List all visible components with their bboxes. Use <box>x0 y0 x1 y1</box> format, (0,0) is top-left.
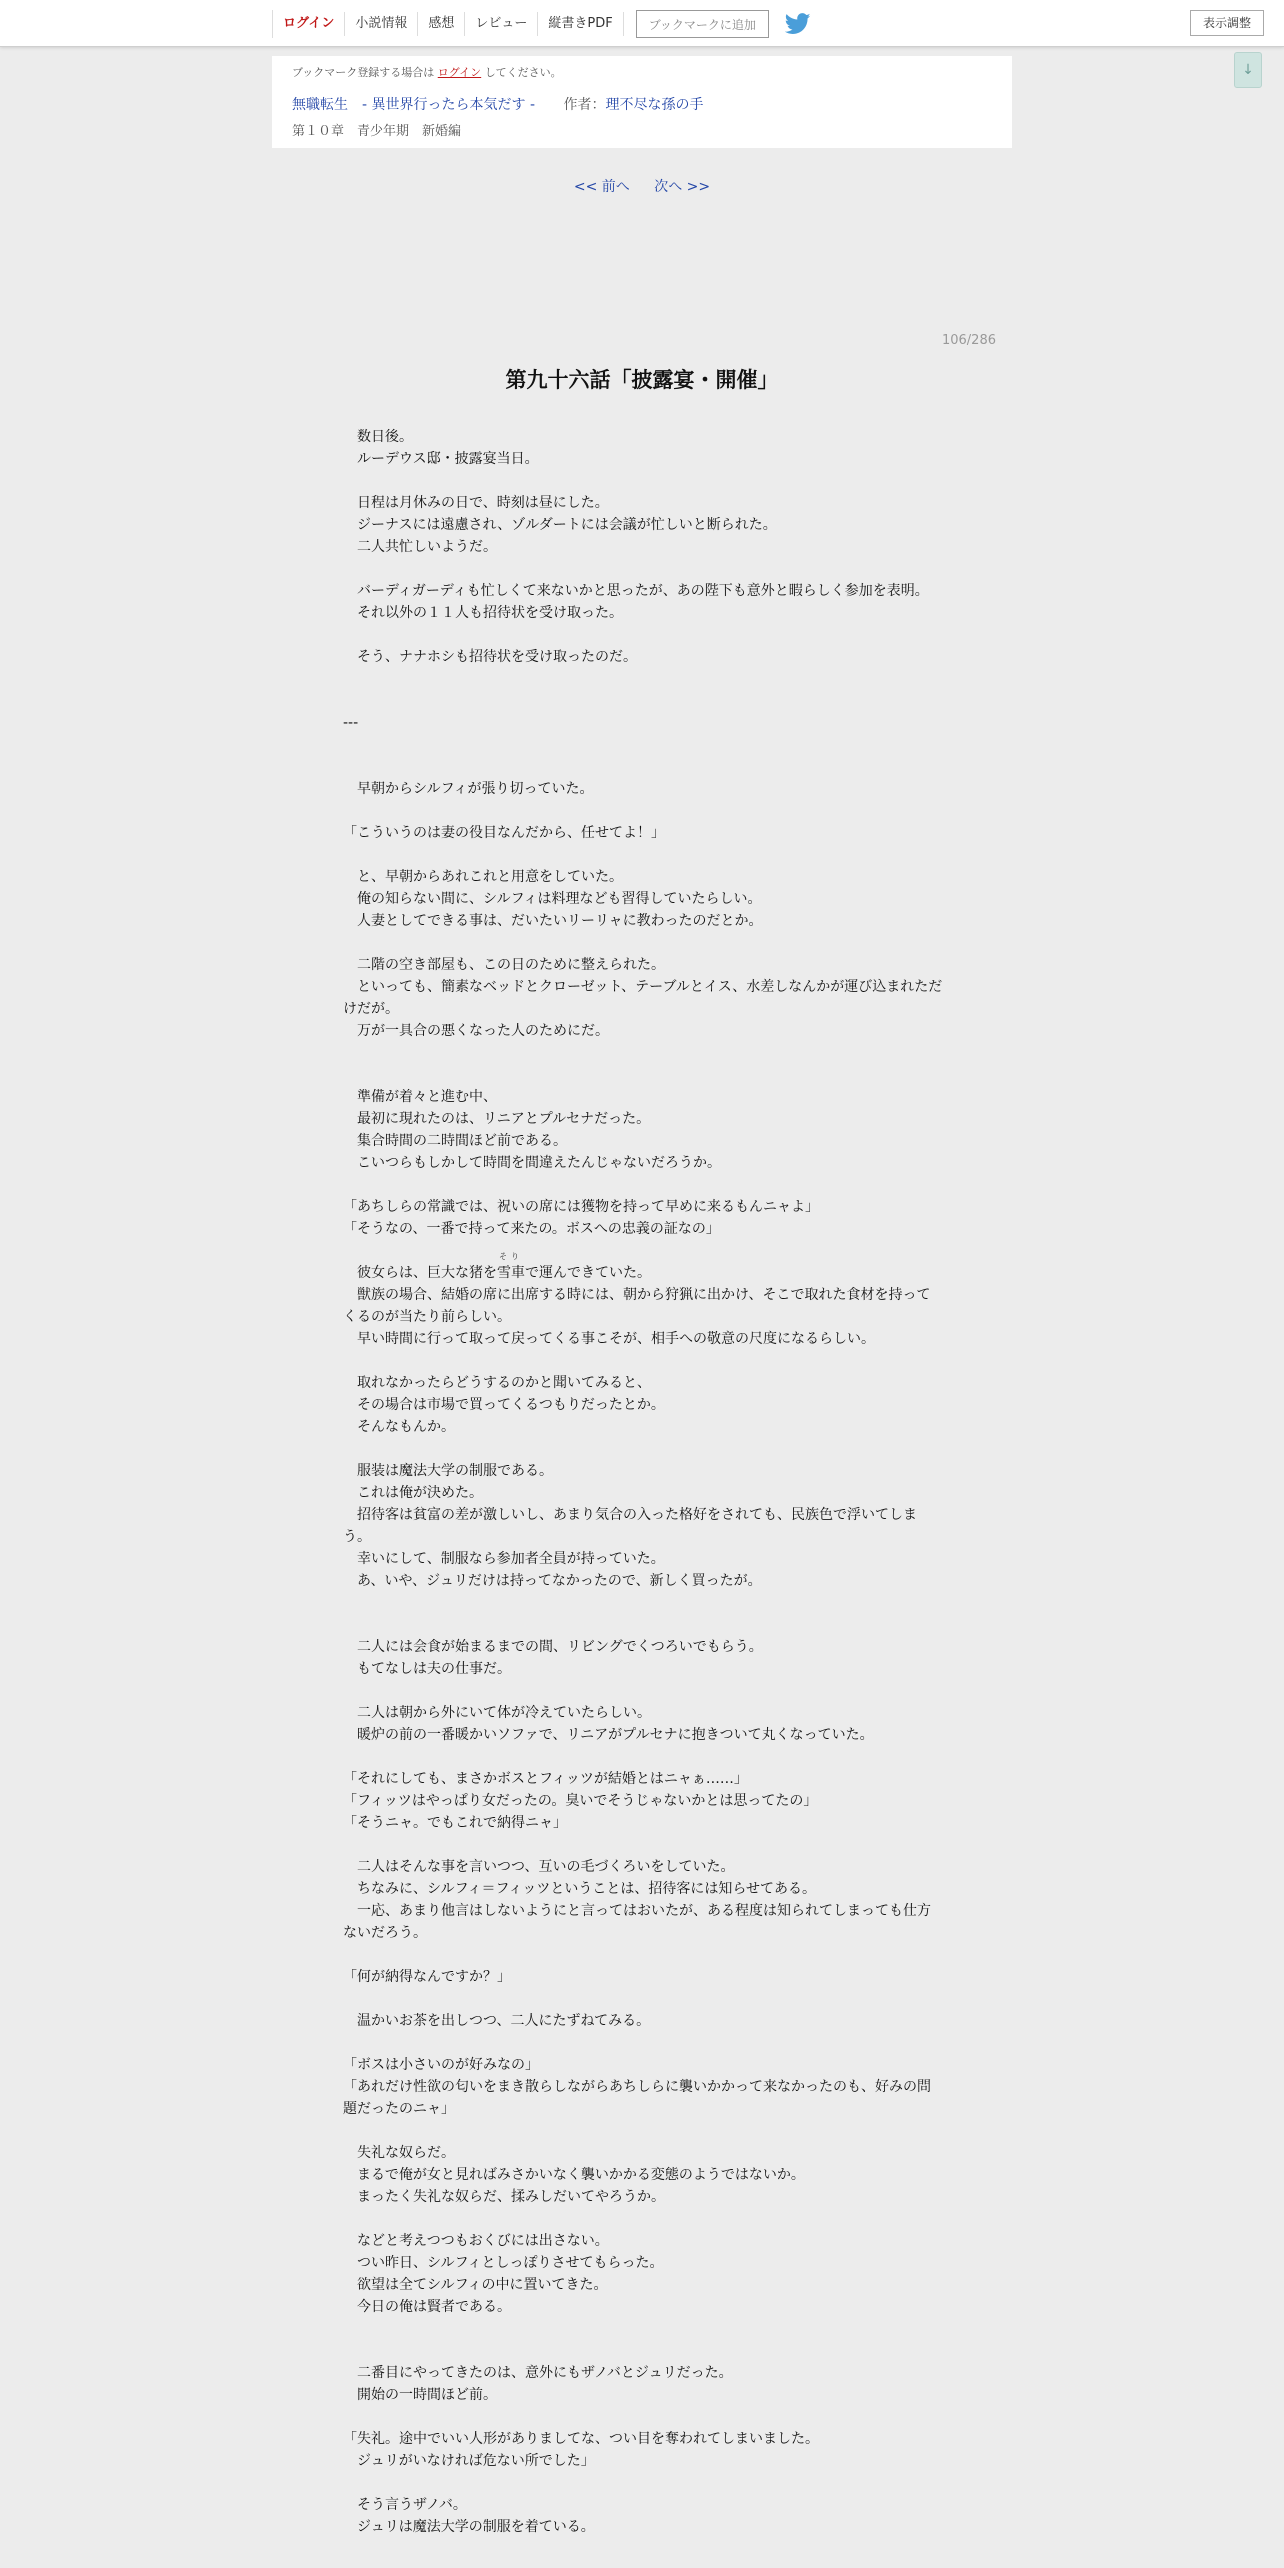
novel-line <box>343 1350 943 1372</box>
novel-line: といっても、簡素なベッドとクローゼット、テーブルとイス、水差しなんかが運び込まれただけだが。 <box>343 979 943 1017</box>
novel-line: 今日の俺は賢者である。 <box>343 2299 511 2315</box>
novel-line <box>343 2340 943 2362</box>
novel-line: 温かいお茶を出しつつ、二人にたずねてみる。 <box>343 2013 651 2029</box>
review-link[interactable]: レビュー <box>465 12 538 36</box>
novel-line: 二人には会食が始まるまでの間、リビングでくつろいでもらう。 <box>343 1639 763 1655</box>
novel-line <box>343 470 943 492</box>
novel-line: 「何が納得なんですか？」 <box>343 1969 511 1985</box>
novel-line: まったく失礼な奴らだ、揉みしだいてやろうか。 <box>343 2189 665 2205</box>
novel-line: 人妻としてできる事は、だいたいリーリャに教わったのだとか。 <box>343 913 763 929</box>
scroll-down-button[interactable]: ↓ <box>1234 52 1262 88</box>
novel-line <box>343 558 943 580</box>
novel-line <box>343 624 943 646</box>
novel-line: 一応、あまり他言はしないようにと言ってはおいたが、ある程度は知られてしまっても仕方ないだろう。 <box>343 1903 931 1941</box>
novel-line: 「あれだけ性欲の匂いをまき散らしながらあちしらに襲いかかって来なかったのも、好みの問題だったのニャ」 <box>343 2079 931 2117</box>
novel-line <box>343 1680 943 1702</box>
novel-line: と、早朝からあれこれと用意をしていた。 <box>343 869 623 885</box>
novel-line: 集合時間の二時間ほど前である。 <box>343 1133 567 1149</box>
novel-line: 「失礼。途中でいい人形がありましてな、つい目を奪われてしまいました。 <box>343 2431 819 2447</box>
novel-line <box>343 1438 943 1460</box>
novel-line <box>343 2472 943 2494</box>
novel-line: 招待客は貧富の差が激しいし、あまり気合の入った格好をされても、民族色で浮いてしまう。 <box>343 1507 917 1545</box>
novel-line: 「そうなの、一番で持って来たの。ボスへの忠義の証なの」 <box>343 1221 720 1237</box>
author-link[interactable]: 理不尽な孫の手 <box>605 97 704 113</box>
novel-line <box>343 1240 943 1262</box>
novel-line: ジュリがいなければ危ない所でした」 <box>343 2453 595 2469</box>
novel-line: もてなしは夫の仕事だ。 <box>343 1661 511 1677</box>
novel-line: まるで俺が女と見ればみさかいなく襲いかかる変態のようではないか。 <box>343 2167 805 2183</box>
novel-line: 早朝からシルフィが張り切っていた。 <box>343 781 594 797</box>
novel-line <box>343 1834 943 1856</box>
novel-line <box>343 690 943 712</box>
novel-line <box>343 2406 943 2428</box>
ruby-annotation: そり 雪車 <box>497 1252 525 1281</box>
impressions-link[interactable]: 感想 <box>418 12 465 36</box>
bookmark-note <box>292 64 992 80</box>
novel-line: 「あちしらの常識では、祝いの席には獲物を持って早めに来るもんニャよ」 <box>343 1199 819 1215</box>
novel-line: 日程は月休みの日で、時刻は昼にした。 <box>343 495 609 511</box>
episode-title: 第九十六話「披露宴・開催」 <box>505 368 779 392</box>
novel-line <box>343 800 943 822</box>
novel-line: 早い時間に行って取って戻ってくる事こそが、相手への敬意の尺度になるらしい。 <box>343 1331 875 1347</box>
novel-line <box>343 1174 943 1196</box>
top-nav-bar <box>0 0 1284 47</box>
prev-link[interactable]: << 前へ <box>573 179 630 195</box>
title-row <box>292 94 992 114</box>
novel-header <box>272 56 1012 148</box>
novel-line: ジーナスには遠慮され、ゾルダートには会議が忙しいと断られた。 <box>343 517 777 533</box>
novel-line <box>343 668 943 690</box>
novel-line <box>343 2318 943 2340</box>
novel-line <box>343 1064 943 1086</box>
novel-line: これは俺が決めた。 <box>343 1485 483 1501</box>
add-bookmark-button[interactable]: ブックマークに追加 <box>636 10 769 38</box>
novel-line: 彼女らは、巨大な猪を そり 雪車で運んできていた。 <box>343 1252 651 1281</box>
novel-line: などと考えつつもおくびには出さない。 <box>343 2233 609 2249</box>
novel-line: 最初に現れたのは、リニアとプルセナだった。 <box>343 1111 651 1127</box>
novel-line: ちなみに、シルフィ＝フィッツということは、招待客には知らせてある。 <box>343 1881 816 1897</box>
page-counter: 106/286 <box>941 333 996 348</box>
novel-line: そんなもんか。 <box>343 1419 455 1435</box>
bookmark-note-pre: ブックマーク登録する場合は <box>292 66 435 79</box>
novel-line: 服装は魔法大学の制服である。 <box>343 1463 553 1479</box>
novel-line <box>343 1042 943 1064</box>
next-link[interactable]: 次へ >> <box>654 179 711 195</box>
novel-line: そう言うザノバ。 <box>343 2497 467 2513</box>
novel-line: その場合は市場で買ってくるつもりだったとか。 <box>343 1397 665 1413</box>
novel-line: 「フィッツはやっぱり女だったの。臭いでそうじゃないかとは思ってたの」 <box>343 1793 818 1809</box>
novel-line: 失礼な奴らだ。 <box>343 2145 455 2161</box>
novel-line: 獣族の場合、結婚の席に出席する時には、朝から狩猟に出かけ、そこで取れた食材を持ってくるのが当たり前らしい。 <box>343 1287 931 1325</box>
novel-line: 二人はそんな事を言いつつ、互いの毛づくろいをしていた。 <box>343 1859 735 1875</box>
novel-line <box>343 1944 943 1966</box>
novel-line: 欲望は全てシルフィの中に置いてきた。 <box>343 2277 608 2293</box>
novel-line <box>343 2120 943 2142</box>
bookmark-note-post: してください。 <box>484 66 562 79</box>
novel-line: 万が一具合の悪くなった人のためにだ。 <box>343 1023 609 1039</box>
novel-line: 「そうニャ。でもこれで納得ニャ」 <box>343 1815 567 1831</box>
novel-line: 二番目にやってきたのは、意外にもザノバとジュリだった。 <box>343 2365 733 2381</box>
novel-line <box>343 2208 943 2230</box>
novel-line <box>343 756 943 778</box>
novel-line: こいつらもしかして時間を間違えたんじゃないだろうか。 <box>343 1155 721 1171</box>
twitter-icon[interactable] <box>785 13 811 35</box>
display-settings-button[interactable]: 表示調整 <box>1190 10 1264 36</box>
novel-line: そう、ナナホシも招待状を受け取ったのだ。 <box>343 649 637 665</box>
novel-line <box>343 1592 943 1614</box>
novel-body <box>343 426 943 2538</box>
novel-line: --- <box>343 715 359 731</box>
novel-line: 二階の空き部屋も、この日のために整えられた。 <box>343 957 665 973</box>
novel-line: 「ボスは小さいのが好みなの」 <box>343 2057 539 2073</box>
novel-line: 取れなかったらどうするのかと聞いてみると、 <box>343 1375 651 1391</box>
novel-line: 数日後。 <box>343 429 413 445</box>
novel-line: 幸いにして、制服なら参加者全員が持っていた。 <box>343 1551 665 1567</box>
novel-line: つい昨日、シルフィとしっぽりさせてもらった。 <box>343 2255 664 2271</box>
novel-line <box>343 844 943 866</box>
novel-line: 「こういうのは妻の役目なんだから、任せてよ！」 <box>343 825 665 841</box>
novel-line: ルーデウス邸・披露宴当日。 <box>343 451 539 467</box>
novel-line: 暖炉の前の一番暖かいソファで、リニアがプルセナに抱きついて丸くなっていた。 <box>343 1727 874 1743</box>
novel-line <box>343 1988 943 2010</box>
novel-line: それ以外の１１人も招待状を受け取った。 <box>343 605 623 621</box>
novel-line: あ、いや、ジュリだけは持ってなかったので、新しく買ったが。 <box>343 1573 762 1589</box>
novel-line: 俺の知らない間に、シルフィは料理なども習得していたらしい。 <box>343 891 762 907</box>
novel-info-link[interactable]: 小説情報 <box>345 12 418 36</box>
novel-line: 準備が着々と進む中、 <box>343 1089 497 1105</box>
novel-line: 開始の一時間ほど前。 <box>343 2387 497 2403</box>
novel-line: バーディガーディも忙しくて来ないかと思ったが、あの陛下も意外と暇らしく参加を表明。 <box>343 583 929 599</box>
novel-line <box>343 2032 943 2054</box>
novel-line: 二人は朝から外にいて体が冷えていたらしい。 <box>343 1705 651 1721</box>
pager <box>0 176 1284 196</box>
novel-line: 二人共忙しいようだ。 <box>343 539 497 555</box>
novel-line <box>343 1614 943 1636</box>
login-link[interactable]: ログイン <box>273 12 345 36</box>
series-title-link[interactable]: 無職転生 - 異世界行ったら本気だす - <box>292 97 536 113</box>
chapter-title: 第１０章 青少年期 新婚編 <box>292 124 462 139</box>
bookmark-login-link[interactable]: ログイン <box>437 66 482 79</box>
global-nav <box>272 10 811 38</box>
vertical-pdf-link[interactable]: 縦書きPDF <box>538 12 623 36</box>
novel-line <box>343 932 943 954</box>
novel-line: 「それにしても、まさかボスとフィッツが結婚とはニャぁ……」 <box>343 1771 748 1787</box>
novel-line <box>343 734 943 756</box>
author-label: 作者： <box>563 97 606 113</box>
novel-line <box>343 1746 943 1768</box>
novel-line: ジュリは魔法大学の制服を着ている。 <box>343 2519 595 2535</box>
